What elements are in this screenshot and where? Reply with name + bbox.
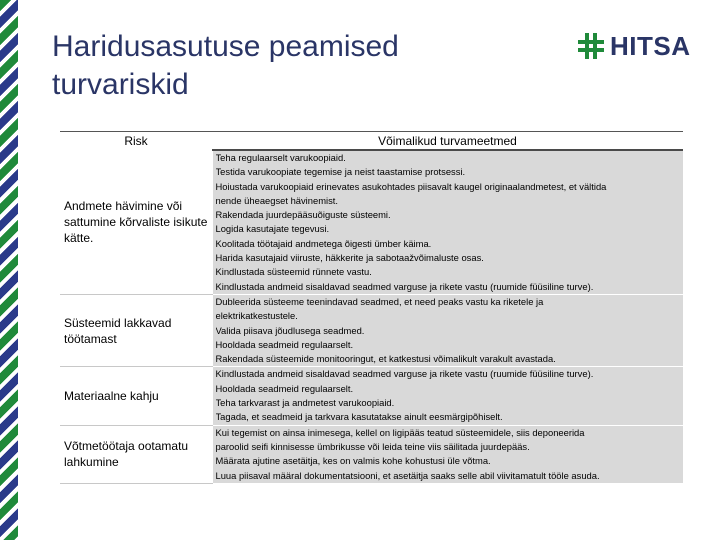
measure-line: Harida kasutajaid viiruste, häkkerite ja sabotaažvõimaluste osas. — [215, 252, 484, 264]
decorative-side-stripe — [0, 0, 18, 540]
risk-cell: Võtmetöötaja ootamatu lahkumine — [60, 425, 212, 483]
risk-cell: Andmete hävimine või sattumine kõrvaliste isikute kätte. — [60, 150, 212, 294]
risk-cell: Süsteemid lakkavad töötamast — [60, 294, 212, 366]
measures-cell — [212, 294, 683, 366]
table-row — [60, 367, 683, 425]
risk-table — [60, 131, 683, 484]
measure-line: Luua piisaval määral dokumentatsiooni, et asetäitja saaks selle abil viivitamatult tööle asuda. — [215, 469, 600, 481]
measure-line: Määrata ajutine asetäitja, kes on valmis kohe kohustusi üle võtma. — [215, 455, 491, 467]
logo-text: HITSA — [610, 30, 691, 61]
measure-line: nende üheaegset hävinemist. — [215, 194, 338, 206]
measure-line: Kindlustada süsteemid rünnete vastu. — [215, 266, 372, 278]
measure-line: Teha tarkvarast ja andmetest varukoopiaid. — [215, 397, 395, 409]
header-risk: Risk — [60, 132, 212, 151]
measure-line: Kindlustada andmeid sisaldavad seadmed varguse ja rikete vastu (ruumide füüsiline turve). — [215, 280, 594, 292]
table-row — [60, 294, 683, 366]
table-row — [60, 150, 683, 294]
measure-line: paroolid seifi kinnisesse ümbrikusse või leida teine viis säilitada juurdepääs. — [215, 440, 530, 452]
measure-line: Kindlustada andmeid sisaldavad seadmed varguse ja rikete vastu (ruumide füüsiline turve). — [215, 368, 594, 380]
table-header-row — [60, 132, 683, 151]
measure-line: Teha regulaarselt varukoopiaid. — [215, 152, 346, 163]
page-title — [52, 28, 472, 104]
hitsa-logo — [578, 31, 691, 61]
measure-line: Valida piisava jõudlusega seadmed. — [215, 324, 365, 336]
measure-line: Logida kasutajate tegevusi. — [215, 223, 330, 235]
measures-cell — [212, 150, 683, 294]
measure-line: Rakendada süsteemide monitooringut, et katkestusi võimalikult varakult avastada. — [215, 353, 556, 365]
measure-line: Tagada, et seadmeid ja tarkvara kasutatakse ainult eesmärgipõhiselt. — [215, 411, 503, 423]
risk-cell: Materiaalne kahju — [60, 367, 212, 425]
measure-line: Hoiustada varukoopiaid erinevates asukohtades piisavalt kaugel originaalandmetest, et vältida — [215, 180, 607, 192]
measure-line: Koolitada töötajaid andmetega õigesti ümber käima. — [215, 237, 432, 249]
hashtag-icon — [578, 33, 604, 59]
table-row — [60, 425, 683, 483]
measure-line: Hooldada seadmeid regulaarselt. — [215, 338, 354, 350]
measure-line: Kui tegemist on ainsa inimesega, kellel on ligipääs teatud süsteemidele, siis deponeerida — [215, 426, 585, 438]
title-line-1: Haridusasutuse peamised — [52, 30, 399, 63]
header-measures: Võimalikud turvameetmed — [212, 132, 683, 151]
measure-line: Hooldada seadmeid regulaarselt. — [215, 382, 354, 394]
measure-line: Testida varukoopiate tegemise ja neist taastamise protsessi. — [215, 166, 466, 178]
measure-line: Rakendada juurdepääsuõiguste süsteemi. — [215, 209, 391, 221]
measures-cell — [212, 425, 683, 483]
measure-line: Dubleerida süsteeme teenindavad seadmed, et need peaks vastu ka riketele ja — [215, 295, 544, 307]
measures-cell — [212, 367, 683, 425]
measure-line: elektrikatkestustele. — [215, 310, 298, 322]
title-line-2: turvariskid — [52, 68, 189, 101]
